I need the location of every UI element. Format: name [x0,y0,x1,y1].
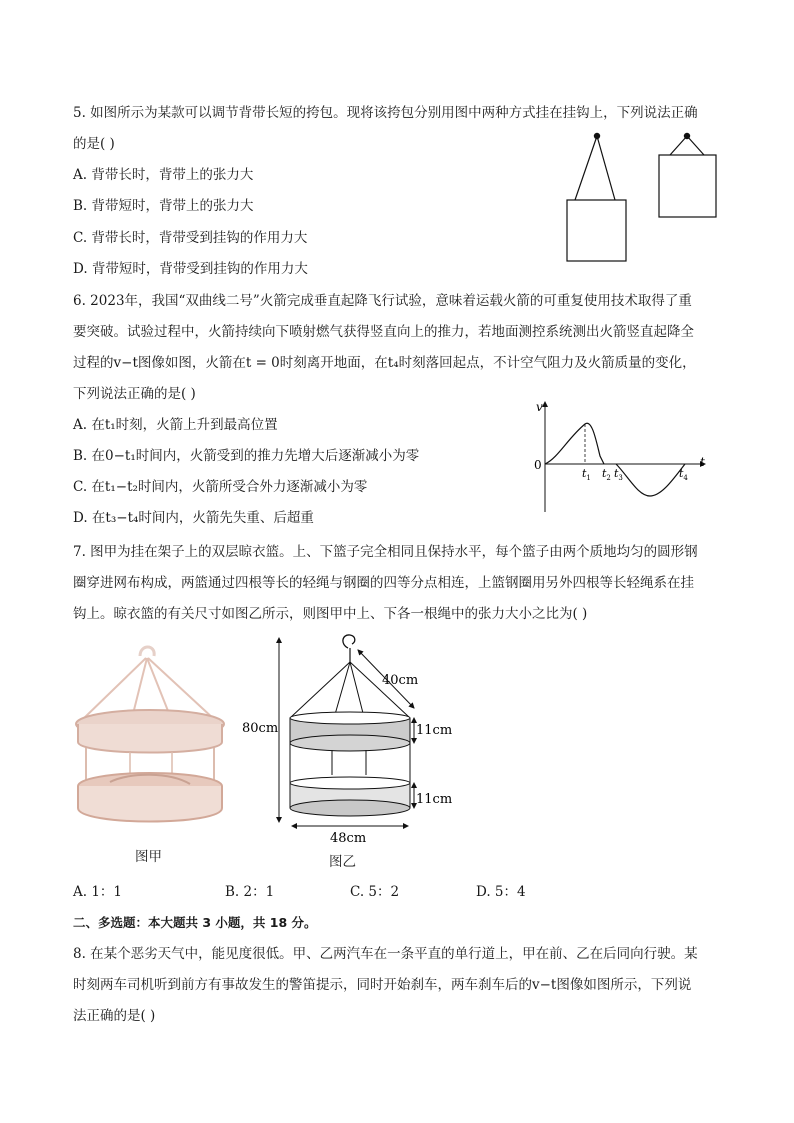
q5-option-d: D. 背带短时，背带受到挂钩的作用力大 [73,261,308,277]
fig-a-caption: 图甲 [135,849,162,865]
vt-curve-down [616,464,685,496]
q5-option-b: B. 背带短时，背带上的张力大 [73,198,254,214]
tick-t2: $t_2$ [602,467,611,482]
tick-t1: $t_1$ [582,467,591,482]
height-label: 80cm [242,721,279,736]
q7-option-b: B. 2：1 [225,884,275,900]
q5-option-c: C. 背带长时，背带受到挂钩的作用力大 [73,230,308,246]
tick-t4: $t_4$ [679,467,688,482]
bag-long-strap [567,133,626,261]
top-gap-label: 11cm [416,723,453,738]
q8-stem-line2: 时刻两车司机听到前方有事故发生的警笛提示，同时开始刹车，两车刹车后的v−t图像如图所示，下列说 [73,977,692,993]
rope-length-label: 40cm [382,673,419,688]
width-label: 48cm [330,831,367,846]
v-axis-label: v [536,400,543,414]
q6-option-a: A. 在t₁时刻，火箭上升到最高位置 [73,417,278,433]
vt-curve-up [545,423,604,464]
q8-stem-line1: 8. 在某个恶劣天气中，能见度很低。甲、乙两汽车在一条平直的单行道上，甲在前、乙在后同向行驶。某 [73,946,698,962]
q6-stem-line2: 要突破。试验过程中，火箭持续向下喷射燃气获得竖直向上的推力，若地面测控系统测出火箭竖直起降全 [73,324,694,340]
q7-stem-line1: 7. 图甲为挂在架子上的双层晾衣篮。上、下篮子完全相同且保持水平，每个篮子由两个质地均匀的圆形钢 [73,544,698,560]
q5-stem-line1: 5. 如图所示为某款可以调节背带长短的挎包。现将该挎包分别用图中两种方式挂在挂钩上，下列说法正确 [73,105,698,121]
basket-diagram [236,630,462,846]
section-text: 本大题共 3 小题，共 18 分。 [148,915,317,930]
q6-stem-line3: 过程的v−t图像如图，火箭在t = 0时刻离开地面，在t₄时刻落回起点，不计空气阻力及火箭质量的变化， [73,355,696,371]
section-heading [73,914,317,932]
origin-label: 0 [534,458,542,472]
hook-icon [343,635,355,648]
q6-option-d: D. 在t₃−t₄时间内，火箭先失重、后超重 [73,510,314,526]
q7-option-d: D. 5：4 [476,884,526,900]
tick-t3: $t_3$ [614,467,623,482]
q7-stem-line2: 圈穿进网布构成，两篮通过四根等长的轻绳与钢圈的四等分点相连，上篮钢圈用另外四根等长轻绳系在挂 [73,575,694,591]
q7-option-a: A. 1：1 [73,884,123,900]
bag-short-strap [659,133,716,217]
q6-option-b: B. 在0−t₁时间内，火箭受到的推力先增大后逐渐减小为零 [73,448,420,464]
q7-option-c: C. 5：2 [350,884,400,900]
q8-stem-line3: 法正确的是( ) [73,1008,156,1024]
q6-option-c: C. 在t₁−t₂时间内，火箭所受合外力逐渐减小为零 [73,479,368,495]
fig-b-caption: 图乙 [329,854,356,870]
basket-photo [70,636,230,836]
section-label: 二、多选题： [73,915,149,930]
q5-option-a: A. 背带长时，背带上的张力大 [73,167,254,183]
q6-stem-line1: 6. 2023年，我国“双曲线二号”火箭完成垂直起降飞行试验，意味着运载火箭的可重复使用技术取得了重 [73,293,692,309]
bag-figure [560,128,730,268]
q5-stem-line2: 的是( ) [73,136,115,152]
vt-graph [528,398,718,516]
q6-stem-line4: 下列说法正确的是( ) [73,386,196,402]
t-axis-label: t [700,455,705,469]
bottom-gap-label: 11cm [416,792,453,807]
q7-stem-line3: 钩上。晾衣篮的有关尺寸如图乙所示，则图甲中上、下各一根绳中的张力大小之比为( ) [73,606,588,622]
